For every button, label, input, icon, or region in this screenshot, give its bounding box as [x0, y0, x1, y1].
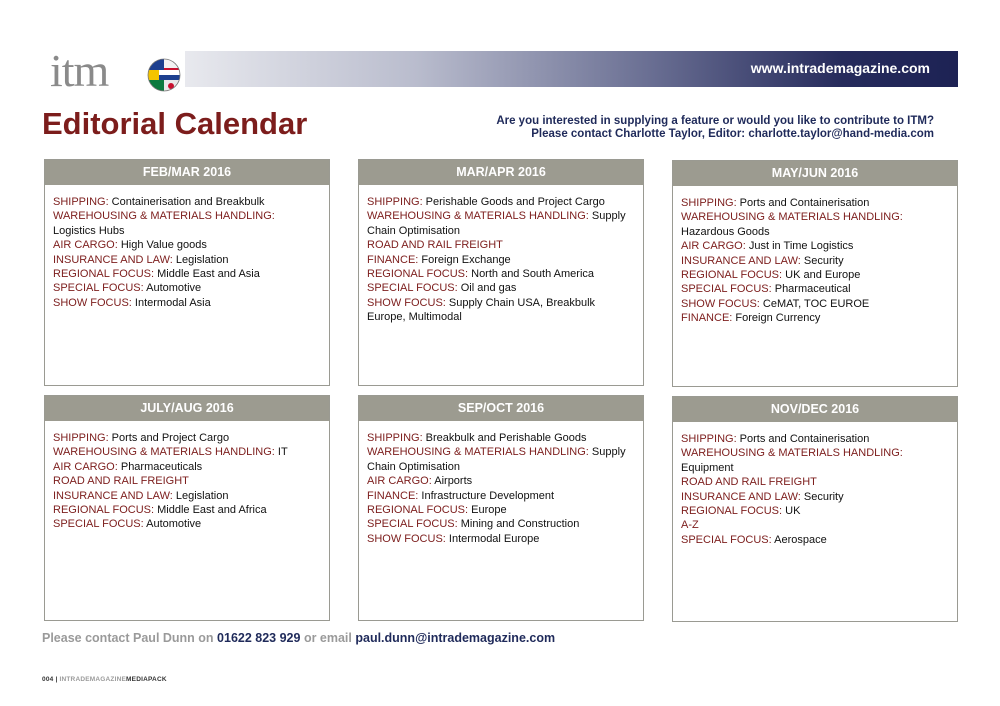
- topic-line: [681, 239, 949, 253]
- box-heading: MAR/APR 2016: [359, 160, 643, 185]
- topic-line: [53, 253, 321, 267]
- topic-line: [681, 504, 949, 518]
- header-banner: [185, 51, 958, 87]
- topic-label: WAREHOUSING & MATERIALS HANDLING:: [367, 446, 589, 459]
- calendar-box-feb-mar: [44, 159, 330, 386]
- topic-line: [681, 490, 949, 504]
- topic-value: Logistics Hubs: [53, 224, 125, 237]
- topic-line: [367, 224, 635, 238]
- topic-line: [681, 225, 949, 239]
- topic-label: SPECIAL FOCUS:: [367, 518, 458, 531]
- topic-label: AIR CARGO:: [681, 240, 746, 253]
- topic-line: [367, 489, 635, 503]
- topic-value: Foreign Currency: [732, 312, 821, 325]
- box-heading: JULY/AUG 2016: [45, 396, 329, 421]
- topic-line: [53, 460, 321, 474]
- topic-value: Supply: [588, 210, 626, 223]
- topic-line: [53, 503, 321, 517]
- topic-label: SHIPPING:: [53, 432, 109, 444]
- box-heading: NOV/DEC 2016: [673, 397, 957, 422]
- topic-value: Ports and Containerisation: [736, 197, 870, 209]
- topic-label: REGIONAL FOCUS:: [53, 504, 155, 517]
- topic-label: INSURANCE AND LAW:: [53, 253, 173, 266]
- topic-value: High Value goods: [117, 239, 207, 252]
- topic-line: [367, 460, 635, 474]
- footer-email[interactable]: paul.dunn@intrademagazine.com: [355, 631, 556, 645]
- contact-line-1: Are you interested in supplying a feature or would you like to contribute to ITM?: [496, 115, 934, 127]
- topic-line: [53, 209, 321, 223]
- topic-value: UK and Europe: [782, 269, 861, 282]
- topic-line: [681, 210, 949, 224]
- box-heading: FEB/MAR 2016: [45, 160, 329, 185]
- topic-label: WAREHOUSING & MATERIALS HANDLING:: [681, 447, 903, 460]
- topic-line: [681, 311, 949, 325]
- mag-name: INTRADEMAGAZINE: [59, 676, 127, 683]
- topic-line: [367, 474, 635, 488]
- topic-label: SHOW FOCUS:: [367, 296, 446, 309]
- topic-label: WAREHOUSING & MATERIALS HANDLING:: [53, 446, 275, 459]
- topic-value: Ports and Containerisation: [736, 433, 870, 445]
- topic-value: Containerisation and Breakbulk: [108, 196, 265, 208]
- topic-line: [367, 445, 635, 459]
- topic-value: Legislation: [172, 489, 229, 502]
- topic-label: SHIPPING:: [681, 197, 737, 209]
- topic-label: FINANCE:: [367, 489, 419, 502]
- globe-flags-icon: [147, 58, 181, 92]
- topic-value: Europe: [468, 504, 507, 517]
- topic-label: SHOW FOCUS:: [53, 296, 132, 309]
- topic-line: [681, 268, 949, 282]
- topic-label: WAREHOUSING & MATERIALS HANDLING:: [367, 210, 589, 223]
- topic-line: [681, 196, 949, 210]
- topic-line: [53, 474, 321, 488]
- box-body: [45, 185, 329, 310]
- topic-value: Ports and Project Cargo: [108, 432, 230, 444]
- topic-label: SHOW FOCUS:: [681, 297, 760, 310]
- topic-value: Chain Optimisation: [367, 224, 460, 237]
- box-body: [673, 422, 957, 547]
- logo-text: itm: [50, 45, 109, 96]
- topic-value: Security: [800, 490, 844, 503]
- topic-value: Perishable Goods and Project Cargo: [422, 196, 605, 208]
- box-body: [359, 185, 643, 325]
- topic-value: Middle East and Asia: [154, 268, 260, 281]
- topic-value: Chain Optimisation: [367, 460, 460, 473]
- page-number: 004: [42, 676, 54, 683]
- topic-value: Middle East and Africa: [154, 504, 267, 517]
- topic-value: Intermodal Europe: [445, 532, 540, 545]
- calendar-box-jul-aug: [44, 395, 330, 621]
- topic-line: [367, 296, 635, 310]
- topic-line: [367, 267, 635, 281]
- topic-label: INSURANCE AND LAW:: [681, 490, 801, 503]
- topic-label: ROAD AND RAIL FREIGHT: [53, 475, 189, 488]
- page-number-tag: [42, 676, 167, 683]
- topic-value: Foreign Exchange: [418, 253, 511, 266]
- topic-line: [681, 461, 949, 475]
- topic-value: Supply: [588, 446, 626, 459]
- itm-logo: [50, 45, 109, 96]
- topic-label: FINANCE:: [681, 312, 733, 325]
- topic-value: Breakbulk and Perishable Goods: [422, 432, 587, 444]
- topic-value: Equipment: [681, 461, 734, 474]
- topic-line: [367, 209, 635, 223]
- topic-label: SHIPPING:: [681, 433, 737, 445]
- box-body: [45, 421, 329, 532]
- topic-line: [367, 503, 635, 517]
- topic-line: [367, 517, 635, 531]
- topic-label: WAREHOUSING & MATERIALS HANDLING:: [53, 210, 275, 223]
- topic-line: [367, 431, 635, 445]
- topic-line: [53, 281, 321, 295]
- calendar-box-nov-dec: [672, 396, 958, 622]
- topic-line: [53, 224, 321, 238]
- topic-line: [53, 238, 321, 252]
- topic-value: Supply Chain USA, Breakbulk: [445, 296, 596, 309]
- footer-prefix: Please contact Paul Dunn on: [42, 631, 218, 645]
- topic-label: AIR CARGO:: [53, 460, 118, 473]
- topic-value: Pharmaceuticals: [117, 460, 203, 473]
- topic-label: SPECIAL FOCUS:: [681, 283, 772, 296]
- topic-line: [681, 282, 949, 296]
- topic-line: [53, 195, 321, 209]
- topic-label: INSURANCE AND LAW:: [53, 489, 173, 502]
- box-heading: MAY/JUN 2016: [673, 161, 957, 186]
- topic-line: [53, 296, 321, 310]
- topic-label: SPECIAL FOCUS:: [53, 282, 144, 295]
- topic-line: [53, 445, 321, 459]
- topic-value: UK: [782, 505, 801, 518]
- topic-line: [681, 254, 949, 268]
- box-body: [359, 421, 643, 546]
- topic-value: Just in Time Logistics: [745, 240, 854, 253]
- topic-value: Oil and gas: [457, 282, 517, 295]
- topic-label: SPECIAL FOCUS:: [53, 518, 144, 531]
- topic-line: [681, 446, 949, 460]
- topic-label: SHIPPING:: [367, 432, 423, 444]
- topic-value: Intermodal Asia: [131, 296, 211, 309]
- topic-label: REGIONAL FOCUS:: [367, 268, 469, 281]
- topic-line: [367, 281, 635, 295]
- topic-label: REGIONAL FOCUS:: [681, 505, 783, 518]
- topic-label: AIR CARGO:: [367, 475, 432, 488]
- topic-label: ROAD AND RAIL FREIGHT: [367, 239, 503, 252]
- topic-line: [681, 518, 949, 532]
- topic-value: Hazardous Goods: [681, 225, 770, 238]
- topic-line: [681, 432, 949, 446]
- page-sep: |: [53, 676, 60, 683]
- topic-label: SPECIAL FOCUS:: [681, 533, 772, 546]
- topic-label: REGIONAL FOCUS:: [53, 268, 155, 281]
- topic-line: [367, 253, 635, 267]
- topic-value: Aerospace: [771, 533, 827, 546]
- topic-label: REGIONAL FOCUS:: [367, 504, 469, 517]
- footer-phone: 01622 823 929: [217, 631, 301, 645]
- topic-value: Automotive: [143, 518, 202, 531]
- page-title: Editorial Calendar: [42, 106, 308, 141]
- topic-value: North and South America: [468, 268, 595, 281]
- topic-label: SHIPPING:: [367, 196, 423, 208]
- topic-label: ROAD AND RAIL FREIGHT: [681, 476, 817, 489]
- topic-value: Pharmaceutical: [771, 283, 851, 296]
- editor-contact: [464, 115, 934, 141]
- footer-contact: [42, 631, 555, 645]
- calendar-box-mar-apr: [358, 159, 644, 386]
- topic-label: AIR CARGO:: [53, 239, 118, 252]
- topic-line: [367, 238, 635, 252]
- topic-label: FINANCE:: [367, 253, 419, 266]
- topic-label: SHOW FOCUS:: [367, 532, 446, 545]
- topic-line: [53, 267, 321, 281]
- topic-line: [367, 310, 635, 324]
- topic-line: [681, 475, 949, 489]
- website-url[interactable]: www.intrademagazine.com: [750, 60, 930, 76]
- topic-value: Automotive: [143, 282, 202, 295]
- topic-label: SPECIAL FOCUS:: [367, 282, 458, 295]
- topic-label: INSURANCE AND LAW:: [681, 254, 801, 267]
- topic-value: CeMAT, TOC EUROE: [759, 297, 870, 310]
- topic-value: IT: [274, 446, 288, 459]
- box-body: [673, 186, 957, 326]
- mediapack-label: MEDIAPACK: [126, 676, 167, 683]
- footer-middle: or email: [300, 631, 356, 645]
- topic-value: Legislation: [172, 253, 229, 266]
- topic-label: A-Z: [681, 519, 699, 532]
- topic-line: [367, 532, 635, 546]
- calendar-box-may-jun: [672, 160, 958, 387]
- topic-value: Security: [800, 254, 844, 267]
- topic-value: Mining and Construction: [457, 518, 580, 531]
- topic-line: [53, 489, 321, 503]
- box-heading: SEP/OCT 2016: [359, 396, 643, 421]
- topic-line: [367, 195, 635, 209]
- topic-line: [53, 431, 321, 445]
- topic-label: REGIONAL FOCUS:: [681, 269, 783, 282]
- contact-line-2: Please contact Charlotte Taylor, Editor: charlotte.taylor@hand-media.com: [531, 128, 934, 140]
- topic-line: [681, 297, 949, 311]
- topic-line: [681, 533, 949, 547]
- topic-line: [53, 517, 321, 531]
- topic-value: Europe, Multimodal: [367, 311, 462, 324]
- topic-value: Airports: [431, 475, 473, 488]
- topic-value: Infrastructure Development: [418, 489, 555, 502]
- topic-label: WAREHOUSING & MATERIALS HANDLING:: [681, 211, 903, 224]
- calendar-box-sep-oct: [358, 395, 644, 621]
- topic-label: SHIPPING:: [53, 196, 109, 208]
